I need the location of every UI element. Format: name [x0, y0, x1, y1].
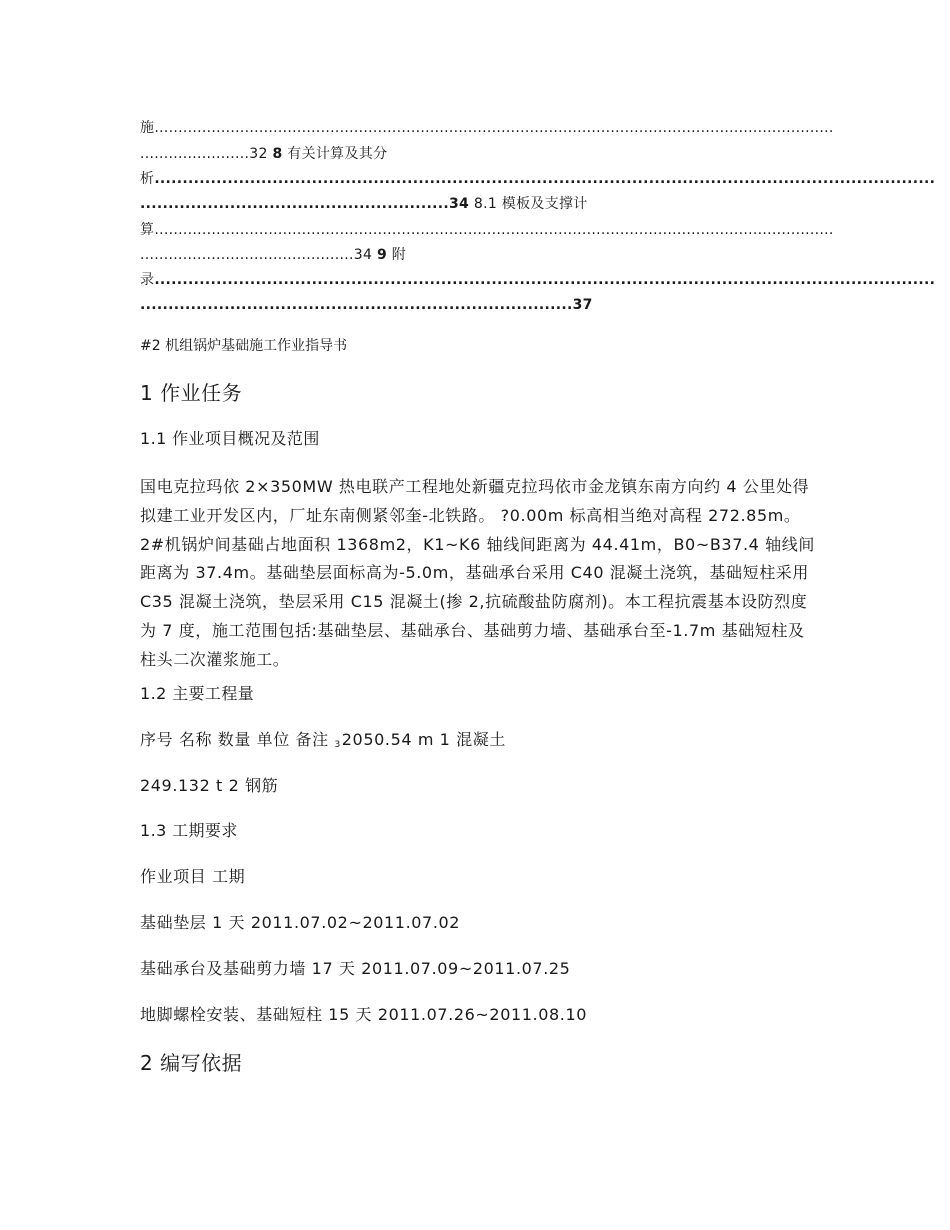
toc-line: [140, 144, 387, 164]
subsection-heading: 1.3 工期要求: [140, 821, 238, 840]
quantity-header: 序号 名称 数量 单位 备注: [140, 730, 335, 749]
toc-entry-title: 附: [391, 247, 407, 263]
toc-line: [140, 194, 588, 214]
toc-entry-title: 8.1 模板及支撑计: [473, 196, 588, 212]
toc-entry-title: 录: [140, 272, 155, 288]
schedule-row: 基础垫层 1 天 2011.07.02~2011.07.02: [140, 913, 461, 932]
quantity-row: [140, 729, 506, 756]
document-title: #2 机组锅炉基础施工作业指导书: [140, 338, 348, 354]
toc-page-number: 37: [572, 297, 593, 313]
subsection-heading: 1.2 主要工程量: [140, 684, 255, 703]
section-heading: 1 作业任务: [140, 381, 243, 405]
overview-paragraph: 国电克拉玛依 2×350MW 热电联产工程地处新疆克拉玛依市金龙镇东南方向约 4 公里处得拟建工业开发区内，厂址东南侧紧邻奎-北铁路。 ?0.00m 标高相当绝对高程 272.85m。2#机锅炉间基础占地面积 1368m2，K1~K6 轴线间距离为 44.41m，B0~B37.4 轴线间距离为 37.4m。基础垫层面标高为-5.0m，基础承台采用 C40 混凝土浇筑，基础短柱采用 C35 混凝土浇筑，垫层采用 C15 混凝土(掺 2,抗硫酸盐防腐剂)。本工程抗震基本设防烈度为 7 度，施工范围包括:基础垫层、基础承台、基础剪力墙、基础承台至-1.7m 基础短柱及柱头二次灌浆施工。: [140, 477, 815, 669]
toc-entry-title: 施: [140, 120, 155, 136]
section-heading: 2 编写依据: [140, 1051, 243, 1075]
quantity-value: 2050.54 m 1 混凝土: [341, 730, 506, 749]
toc-leader: .......................................................: [140, 196, 450, 212]
subsection-heading: 1.1 作业项目概况及范围: [140, 429, 320, 448]
toc-page-number: 34: [449, 196, 470, 212]
toc-line: [140, 295, 593, 315]
toc-entry-number: 9: [376, 247, 387, 263]
toc-leader: .......................: [140, 146, 250, 162]
toc-entry-title: 算: [140, 222, 155, 238]
toc-line: [140, 118, 834, 138]
toc-leader: ...............................................................................................................................................: [154, 120, 834, 136]
toc-leader: .............................................................................: [140, 297, 573, 313]
toc-leader: ...............................................................................................................................................: [154, 222, 834, 238]
toc-entry-title: 有关计算及其分: [287, 146, 388, 162]
toc-page-number: 34: [353, 247, 373, 263]
toc-line: [140, 245, 406, 265]
toc-leader: .............................................: [140, 247, 354, 263]
toc-entry-number: 8: [272, 146, 283, 162]
schedule-header: 作业项目 工期: [140, 867, 246, 886]
toc-entry-title: 析: [140, 171, 155, 187]
toc-leader: ...........................................................................................................................................: [154, 272, 936, 288]
quantity-row: 249.132 t 2 钢筋: [140, 776, 279, 795]
schedule-row: 基础承台及基础剪力墙 17 天 2011.07.09~2011.07.25: [140, 959, 571, 978]
toc-line: [140, 220, 834, 240]
toc-line: [140, 169, 936, 189]
toc-line: [140, 270, 936, 290]
toc-leader: ...........................................................................................................................................: [154, 171, 936, 187]
schedule-row: 地脚螺栓安装、基础短柱 15 天 2011.07.26~2011.08.10: [140, 1005, 588, 1024]
unit-exponent: 3: [334, 740, 341, 750]
toc-page-number: 32: [249, 146, 268, 162]
